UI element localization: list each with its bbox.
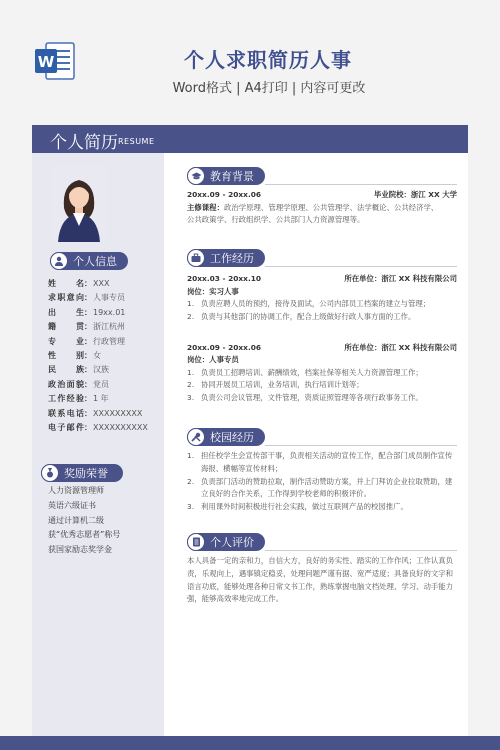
promo-title: 个人求职简历人事 (184, 48, 352, 72)
divider (265, 184, 457, 185)
info-row: 政治面貌：党员 (48, 379, 109, 389)
list-item: 1. 负责应聘人员的预约，接待及面试，公司内部员工档案的建立与管理； (187, 299, 431, 308)
work-label: 工作经历 (210, 252, 254, 265)
honor-item: 获国家励志奖学金 (48, 545, 112, 555)
job-entry (187, 342, 457, 405)
job-period: 20xx.09 - 20xx.06 (187, 342, 262, 352)
graduation-cap-icon (187, 167, 205, 185)
info-row: 工作经验：1 年 (48, 394, 109, 404)
info-row: 电子邮件：XXXXXXXXXX (48, 422, 148, 432)
work-section (187, 249, 457, 405)
resume-title: 个人简历 (50, 133, 118, 153)
education-courses-cont: 公共政策学、行政组织学、公共部门人力资源管理等。 (187, 215, 365, 224)
evaluation-section (187, 533, 457, 606)
honors-list (48, 484, 164, 558)
list-item: 2. 负责部门活动的赞助拉取，制作活动赞助方案，并上门拜访企业拉取赞助，建立良好的合作关系，工作得到学校老师的积极评价。 (187, 476, 453, 499)
honors-heading (41, 464, 123, 482)
education-school: 毕业院校：浙江 XX 大学 (373, 190, 457, 199)
list-item: 1. 负责员工招聘培训、薪酬绩效，档案社保等相关人力资源管理工作； (187, 367, 423, 377)
job-entry (187, 273, 457, 324)
list-item: 1. 担任校学生会宣传部干事，负责相关活动的宣传工作，配合部门成员制作宣传海报、横幅等宣传材料； (187, 451, 453, 473)
honor-item: 英语六级证书 (48, 500, 96, 510)
job-company: 所在单位：浙江 XX 科技有限公司 (344, 342, 457, 352)
education-row (187, 189, 457, 202)
honor-item: 获“优秀志愿者”称号 (48, 530, 121, 540)
education-courses (187, 202, 457, 215)
education-heading (187, 167, 265, 185)
personal-info-label: 个人信息 (73, 255, 117, 268)
briefcase-icon (187, 249, 205, 267)
honor-item: 人力资源管理师 (48, 486, 104, 495)
info-row: 民族：汉族 (48, 365, 109, 375)
divider (265, 445, 457, 446)
personal-info-heading (50, 252, 128, 270)
medal-icon (41, 464, 59, 482)
campus-label: 校园经历 (210, 431, 254, 444)
document-icon (187, 533, 205, 551)
resume-document (32, 125, 468, 737)
education-period: 20xx.09 - 20xx.06 (187, 190, 262, 199)
svg-text:W: W (37, 53, 55, 71)
info-row: 性别：女 (48, 350, 101, 360)
job-position: 岗位：人事专员 (187, 355, 239, 365)
info-row: 联系电话：XXXXXXXXX (48, 408, 143, 418)
resume-header-bar (32, 125, 468, 153)
job-period: 20xx.03 - 20xx.10 (187, 274, 262, 283)
profile-photo (52, 166, 106, 242)
courses-label: 主修课程： (187, 202, 224, 212)
work-heading (187, 249, 265, 267)
tools-icon (187, 428, 205, 446)
divider (265, 266, 457, 267)
footer-bar (0, 736, 500, 750)
info-row: 专业：行政管理 (48, 336, 125, 346)
info-row: 籍贯：浙江杭州 (48, 322, 125, 332)
job-company: 所在单位：浙江 XX 科技有限公司 (344, 274, 457, 283)
evaluation-heading (187, 533, 265, 551)
campus-section (187, 428, 457, 514)
honors-label: 奖励荣誉 (64, 467, 108, 480)
divider (265, 550, 457, 551)
list-item: 3. 负责公司会议管理，文件管理，资质证照管理等各项行政事务工作。 (187, 393, 423, 403)
courses-line-1: 政治学原理、管理学原理、公共管理学、法学概论、公共经济学、 (223, 202, 439, 212)
evaluation-text: 本人具备一定的亲和力，自信大方，良好的务实性、踏实的工作作风；工作认真负责，乐观向上，遇事镇定稳妥，处理问题严谨有据、宽严适度；具备良好的文字和语言功底，能够处理各种日常文书工作，熟练掌握电脑文档处理、学习、动手能力强，能够高效率地完成工作。 (187, 556, 454, 604)
info-row: 求职意向：人事专员 (48, 293, 125, 303)
list-item: 3. 利用课外时间积极进行社会实践，做过互联网产品的校园推广。 (187, 502, 408, 512)
info-row: 姓名：XXX (48, 279, 110, 288)
evaluation-label: 个人评价 (210, 536, 254, 549)
personal-info-list (48, 277, 164, 435)
list-item: 2. 负责与其他部门的协调工作，配合上级做好行政人事方面的工作。 (187, 311, 416, 321)
honor-item: 通过计算机二级 (48, 515, 104, 525)
list-item: 2. 协同开展员工培训，业务培训，执行培训计划等； (187, 380, 364, 390)
person-icon (50, 252, 68, 270)
info-row: 出生：19xx.01 (48, 307, 126, 317)
job-position: 岗位：实习人事 (187, 286, 239, 296)
education-label: 教育背景 (210, 170, 254, 183)
education-section (187, 167, 457, 227)
resume-subtitle: RESUME (118, 137, 155, 146)
promo-subtitle: Word格式 | A4打印 | 内容可更改 (172, 81, 366, 96)
campus-heading (187, 428, 265, 446)
